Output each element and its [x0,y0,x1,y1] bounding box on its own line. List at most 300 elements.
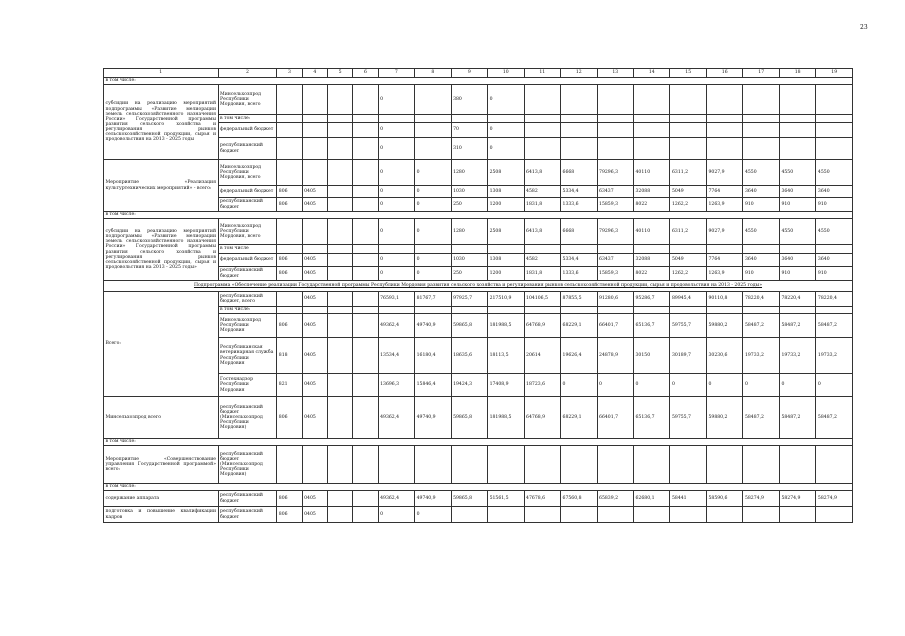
table-cell [779,507,815,523]
value-cell: 79296,3 [597,219,633,245]
code-grbs: 806 [277,198,302,212]
table-cell [415,85,451,115]
value-cell: 0 [378,198,414,212]
value-cell: 4582 [524,186,560,198]
table-row [104,160,853,186]
value-cell: 40110 [634,219,670,245]
value-cell: 3640 [816,254,853,267]
value-cell: 15859,3 [597,267,633,281]
table-cell [634,115,670,123]
column-number: 2 [218,69,277,78]
table-cell [779,446,815,484]
table-cell [670,123,706,138]
table-cell [302,307,327,314]
table-cell [597,446,633,484]
value-cell: 0 [378,123,414,138]
table-cell [561,507,597,523]
table-cell [743,85,779,115]
table-cell [451,245,487,254]
value-cell: 63437 [597,186,633,198]
value-cell: 66401,7 [597,397,633,439]
value-cell: 4550 [743,219,779,245]
source-label: Минсельхозпрод Республики Мордовия, всего [218,85,277,115]
table-cell [743,507,779,523]
value-cell: 0 [597,374,633,397]
source-label: федеральный бюджет [218,123,277,138]
table-cell [378,245,414,254]
value-cell: 1263,9 [706,267,742,281]
table-cell [816,507,853,523]
table-cell [524,115,560,123]
table-cell [561,138,597,160]
value-cell: 19733,2 [816,338,853,374]
code-rzpr: 0405 [302,254,327,267]
value-cell: 13534,4 [378,338,414,374]
value-cell: 5334,4 [561,186,597,198]
table-cell [415,138,451,160]
value-cell: 62680,1 [634,491,670,507]
table-cell [634,85,670,115]
value-cell: 181988,5 [488,314,524,338]
table-row [104,69,853,78]
value-cell: 87855,5 [561,292,597,307]
value-cell: 0 [378,219,414,245]
table-cell [353,491,378,507]
value-cell: 1263,9 [706,198,742,212]
column-number: 7 [378,69,414,78]
table-cell [327,160,352,186]
value-cell: 1200 [488,267,524,281]
column-number: 12 [561,69,597,78]
value-cell: 17408,9 [488,374,524,397]
value-cell: 0 [415,160,451,186]
table-cell [670,307,706,314]
value-cell: 9027,9 [706,160,742,186]
value-cell: 58274,9 [816,491,853,507]
value-cell: 95286,7 [634,292,670,307]
table-cell [353,397,378,439]
table-cell [488,507,524,523]
value-cell: 78220,4 [779,292,815,307]
value-cell: 19626,4 [561,338,597,374]
table-cell [779,245,815,254]
value-cell: 4550 [816,219,853,245]
table-cell [597,507,633,523]
value-cell: 1831,8 [524,198,560,212]
value-cell: 70 [451,123,487,138]
table-cell [327,314,352,338]
value-cell: 59865,8 [451,314,487,338]
value-cell: 65136,7 [634,397,670,439]
table-cell [353,267,378,281]
value-cell: 1831,8 [524,267,560,281]
value-cell: 58487,2 [779,314,815,338]
table-cell [597,123,633,138]
row-label: Всего: [104,292,219,397]
value-cell: 32088 [634,254,670,267]
row-label: Мероприятие «Реализация культуртехнических мероприятий» - всего: [104,160,219,212]
table-cell [670,138,706,160]
source-label: республиканский бюджет (Минсельхозпрод Республики Мордовия) [218,397,277,439]
table-cell [353,138,378,160]
table-cell [327,254,352,267]
table-cell [277,138,302,160]
source-label: Минсельхозпрод Республики Мордовия [218,314,277,338]
table-cell [353,254,378,267]
value-cell: 0 [816,374,853,397]
table-cell [561,245,597,254]
in-that-number: в том числе: [104,78,853,85]
source-label: Республиканская ветеринарная служба Республики Мордовия [218,338,277,374]
value-cell: 18723,6 [524,374,560,397]
in-that-number: в том числе: [104,439,853,446]
table-cell [488,307,524,314]
value-cell: 1280 [451,160,487,186]
table-cell [327,491,352,507]
value-cell: 49740,9 [415,491,451,507]
value-cell: 0 [415,219,451,245]
table-cell [706,85,742,115]
row-label: подготовка и повышение квалификации кадров [104,507,219,523]
value-cell: 89945,4 [670,292,706,307]
table-cell [561,115,597,123]
code-rzpr [302,160,327,186]
table-cell [524,123,560,138]
value-cell: 250 [451,198,487,212]
value-cell: 49740,9 [415,314,451,338]
table-row [104,484,853,491]
value-cell: 181988,5 [488,397,524,439]
table-cell [634,138,670,160]
code-rzpr: 0405 [302,292,327,307]
row-label: субсидии на реализацию мероприятий подпрограммы «Развитие мелиорации земель сельскохозяйственного назначения России» Государственной программы развития сельского хозяйства и регулирования рынков сельскохозяйственной продукции, сырья и продовольствия на 2013 - 2025 годы» [104,219,219,281]
code-grbs [277,292,302,307]
table-cell [353,123,378,138]
table-cell [451,507,487,523]
table-cell [670,85,706,115]
table-cell [561,85,597,115]
table-cell [302,446,327,484]
source-label: в том числе: [218,115,277,123]
table-cell [451,307,487,314]
value-cell: 910 [743,198,779,212]
table-cell [816,123,853,138]
table-cell [415,307,451,314]
value-cell: 910 [779,198,815,212]
value-cell: 0 [488,138,524,160]
table-cell [743,245,779,254]
code-rzpr: 0405 [302,507,327,523]
table-cell [779,307,815,314]
table-cell [524,85,560,115]
table-cell [743,115,779,123]
column-number: 16 [706,69,742,78]
value-cell: 0 [415,186,451,198]
table-cell [670,446,706,484]
code-grbs: 821 [277,374,302,397]
table-cell [561,307,597,314]
code-rzpr: 0405 [302,338,327,374]
table-cell [327,338,352,374]
value-cell: 0 [415,198,451,212]
value-cell: 250 [451,267,487,281]
table-cell [353,160,378,186]
table-cell [353,338,378,374]
table-cell [634,446,670,484]
value-cell: 0 [415,507,451,523]
table-cell [451,115,487,123]
value-cell: 4550 [779,219,815,245]
source-label: республиканский бюджет [218,198,277,212]
table-cell [597,307,633,314]
table-cell [706,307,742,314]
value-cell: 81767,7 [415,292,451,307]
table-cell [327,374,352,397]
value-cell: 30230,6 [706,338,742,374]
value-cell: 58487,2 [816,314,853,338]
column-number: 15 [670,69,706,78]
code-grbs: 806 [277,186,302,198]
table-cell [327,307,352,314]
value-cell: 19733,2 [779,338,815,374]
code-grbs: 806 [277,397,302,439]
budget-table [103,68,853,523]
source-label: республиканский бюджет [218,267,277,281]
table-cell [353,446,378,484]
value-cell: 0 [378,138,414,160]
table-cell [634,123,670,138]
table-cell [706,245,742,254]
value-cell: 6668 [561,160,597,186]
value-cell: 0 [634,374,670,397]
table-cell [597,245,633,254]
value-cell: 8022 [634,198,670,212]
source-label: Минсельхозпрод Республики Мордовия, всего [218,219,277,245]
value-cell: 0 [378,254,414,267]
value-cell: 3640 [743,186,779,198]
code-grbs: 806 [277,254,302,267]
value-cell: 30189,7 [670,338,706,374]
value-cell: 90110,8 [706,292,742,307]
value-cell: 9027,9 [706,219,742,245]
value-cell: 1262,2 [670,267,706,281]
in-that-number: в том числе: [104,212,853,219]
value-cell: 59865,8 [451,491,487,507]
row-label: Минсельхозпрод всего [104,397,219,439]
column-number: 9 [451,69,487,78]
code-grbs: 806 [277,507,302,523]
table-row [104,491,853,507]
column-number: 1 [104,69,219,78]
value-cell: 4550 [816,160,853,186]
value-cell: 59755,7 [670,314,706,338]
value-cell: 3640 [816,186,853,198]
value-cell: 0 [488,123,524,138]
table-cell [488,245,524,254]
table-cell [634,245,670,254]
value-cell: 1030 [451,254,487,267]
value-cell: 4582 [524,254,560,267]
value-cell: 63437 [597,254,633,267]
table-cell [524,245,560,254]
column-number: 6 [353,69,378,78]
table-cell [524,446,560,484]
value-cell: 19733,2 [743,338,779,374]
value-cell: 104106,5 [524,292,560,307]
code-grbs: 818 [277,338,302,374]
value-cell: 910 [779,267,815,281]
table-row [104,85,853,115]
value-cell: 0 [415,267,451,281]
value-cell: 18635,6 [451,338,487,374]
table-cell [561,446,597,484]
source-label: республиканский бюджет [218,491,277,507]
table-cell [524,307,560,314]
table-cell [327,219,352,245]
table-cell [353,507,378,523]
source-label: республиканский бюджет [218,507,277,523]
table-cell [277,446,302,484]
table-cell [488,446,524,484]
table-cell [816,446,853,484]
subprogram-title: Подпрограмма «Обеспечение реализации Государственной программы Республики Мордовия развития сельского хозяйства и регулирования рынков сельскохозяйственной продукции, сырья и продовольствия на 2013 - 2025 годы» [104,281,853,292]
table-cell [277,85,302,115]
value-cell: 16180,4 [415,338,451,374]
table-cell [488,115,524,123]
code-grbs: 806 [277,314,302,338]
table-cell [327,292,352,307]
value-cell: 40110 [634,160,670,186]
source-label: в том числе [218,245,277,254]
table-cell [816,245,853,254]
value-cell: 65136,7 [634,314,670,338]
table-row [104,507,853,523]
value-cell: 67560,8 [561,491,597,507]
table-cell [327,267,352,281]
value-cell: 47678,6 [524,491,560,507]
table-cell [327,198,352,212]
value-cell: 380 [451,85,487,115]
table-cell [779,123,815,138]
table-cell [277,123,302,138]
table-cell [415,115,451,123]
value-cell: 1333,6 [561,267,597,281]
value-cell: 0 [378,267,414,281]
value-cell: 15846,4 [415,374,451,397]
value-cell: 4550 [743,160,779,186]
value-cell: 1308 [488,186,524,198]
table-row [104,281,853,292]
value-cell: 66401,7 [597,314,633,338]
table-cell [743,446,779,484]
value-cell: 1280 [451,219,487,245]
table-cell [277,115,302,123]
value-cell: 97925,7 [451,292,487,307]
value-cell: 58487,2 [779,397,815,439]
value-cell: 1308 [488,254,524,267]
value-cell: 58274,9 [779,491,815,507]
code-rzpr: 0405 [302,267,327,281]
value-cell: 64768,9 [524,314,560,338]
value-cell: 24878,9 [597,338,633,374]
table-cell [706,138,742,160]
value-cell: 58590,6 [706,491,742,507]
table-cell [670,245,706,254]
value-cell: 7764 [706,186,742,198]
code-rzpr: 0405 [302,374,327,397]
value-cell: 58274,9 [743,491,779,507]
source-label: в том числе: [218,307,277,314]
table-cell [743,138,779,160]
table-cell [353,307,378,314]
value-cell: 0 [670,374,706,397]
table-cell [327,507,352,523]
code-grbs [277,160,302,186]
value-cell: 3640 [779,186,815,198]
table-cell [327,115,352,123]
value-cell: 6413,8 [524,160,560,186]
table-cell [524,138,560,160]
value-cell: 58441 [670,491,706,507]
table-cell [353,314,378,338]
table-cell [327,85,352,115]
source-label: федеральный бюджет [218,254,277,267]
row-label: субсидии на реализацию мероприятий подпрограммы «Развитие мелиорации земель сельскохозяйственного назначения России» Государственной программы развития сельского хозяйства и регулирования рынков сельскохозяйственной продукции, сырья и продовольствия на 2013 - 2025 годы [104,85,219,160]
code-grbs: 806 [277,267,302,281]
table-cell [327,397,352,439]
table-cell [816,115,853,123]
code-rzpr: 0405 [302,397,327,439]
source-label: федеральный бюджет [218,186,277,198]
code-rzpr: 0405 [302,186,327,198]
value-cell: 1200 [488,198,524,212]
table-cell [302,138,327,160]
table-cell [743,307,779,314]
table-cell [353,245,378,254]
value-cell: 8022 [634,267,670,281]
table-cell [378,446,414,484]
column-number: 11 [524,69,560,78]
table-cell [779,138,815,160]
value-cell: 49740,9 [415,397,451,439]
value-cell: 0 [378,507,414,523]
value-cell: 59880,2 [706,397,742,439]
value-cell: 217510,9 [488,292,524,307]
table-cell [302,245,327,254]
code-rzpr [302,219,327,245]
column-number: 14 [634,69,670,78]
value-cell: 1333,6 [561,198,597,212]
code-grbs: 806 [277,491,302,507]
table-cell [670,115,706,123]
value-cell: 0 [779,374,815,397]
value-cell: 58487,2 [743,314,779,338]
value-cell: 6413,8 [524,219,560,245]
source-label: Гостехнадзор Республики Мордовия [218,374,277,397]
table-cell [743,123,779,138]
table-cell [415,245,451,254]
table-cell [816,85,853,115]
value-cell: 13696,3 [378,374,414,397]
table-cell [706,446,742,484]
table-cell [353,115,378,123]
in-that-number: в том числе: [104,484,853,491]
table-cell [378,115,414,123]
code-rzpr: 0405 [302,198,327,212]
code-rzpr: 0405 [302,314,327,338]
table-cell [451,446,487,484]
value-cell: 0 [743,374,779,397]
